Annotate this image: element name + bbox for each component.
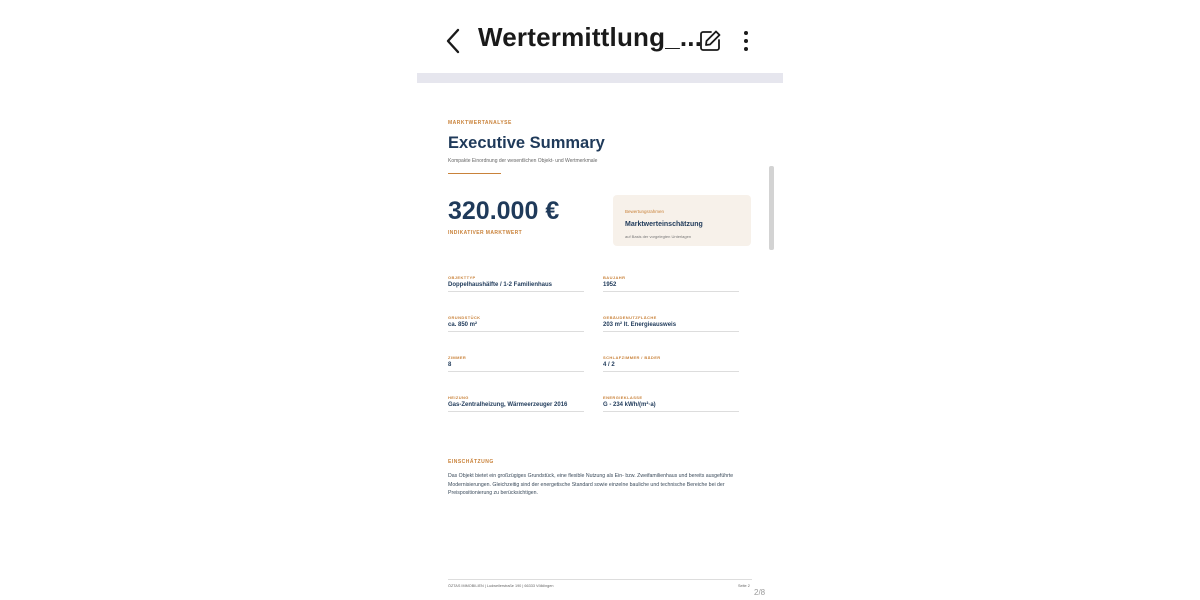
valuation-card	[613, 195, 751, 246]
field-divider	[603, 411, 739, 412]
market-value-label: INDIKATIVER MARKTWERT	[448, 230, 523, 236]
more-vertical-icon	[736, 29, 756, 53]
field-value-energieklasse: G - 234 kWh/(m²·a)	[603, 402, 656, 408]
field-value-grundstueck: ca. 850 m²	[448, 322, 478, 328]
field-label-grundstueck: GRUNDSTÜCK	[448, 315, 481, 320]
field-label-energieklasse: ENERGIEKLASSE	[603, 395, 643, 400]
field-label-zimmer: ZIMMER	[448, 355, 467, 360]
field-label-schlafzimmer: SCHLAFZIMMER / BÄDER	[603, 355, 661, 360]
footer-page-number: Seite 2	[738, 584, 750, 588]
section-label: MARKTWERTANALYSE	[448, 120, 512, 126]
field-label-nutzflaeche: GEBÄUDENUTZFLÄCHE	[603, 315, 657, 320]
field-value-zimmer: 8	[448, 362, 452, 368]
page-heading: Executive Summary	[448, 134, 605, 152]
document-title: Wertermittlung_...	[478, 22, 703, 52]
field-value-nutzflaeche: 203 m² lt. Energieausweis	[603, 322, 677, 328]
back-button[interactable]	[443, 27, 465, 55]
edit-button[interactable]	[698, 29, 722, 53]
footer-divider	[448, 579, 752, 580]
assessment-text: Das Objekt bietet ein großzügiges Grundstück, eine flexible Nutzung als Ein- bzw. Zweifamilienhaus und bereits ausgeführte Modernisierungen. Gleichzeitig sind der energetische Standard sowie einzelne bauliche und technische Bereiche bei der Preispositionierung zu berücksichtigen.	[448, 473, 734, 496]
field-value-objekttyp: Doppelhaushälfte / 1-2 Familienhaus	[448, 282, 553, 288]
field-label-baujahr: BAUJAHR	[603, 275, 626, 280]
card-label: Bewertungsrahmen	[625, 209, 665, 214]
field-divider	[603, 331, 739, 332]
assessment-label: EINSCHÄTZUNG	[448, 459, 494, 465]
page-subheading: Kompakte Einordnung der wesentlichen Objekt- und Wertmerkmale	[448, 158, 598, 164]
field-label-objekttyp: OBJEKTTYP	[448, 275, 476, 280]
accent-divider	[448, 173, 501, 174]
page-indicator: 2/8	[754, 588, 766, 597]
card-title: Marktwerteinschätzung	[625, 221, 703, 228]
field-value-schlafzimmer: 4 / 2	[603, 362, 615, 368]
field-divider	[603, 291, 739, 292]
more-options-button[interactable]	[736, 29, 756, 53]
edit-icon	[698, 29, 722, 53]
field-divider	[448, 331, 584, 332]
footer-address: ÖZTAS IMMOBILIEN | Ludweilerstraße 190 | 66333 Völklingen	[448, 584, 554, 588]
field-divider	[448, 371, 584, 372]
page-separator	[417, 73, 783, 83]
market-value: 320.000 €	[448, 197, 560, 225]
field-value-baujahr: 1952	[603, 282, 617, 288]
scrollbar-thumb[interactable]	[769, 166, 774, 250]
field-label-heizung: HEIZUNG	[448, 395, 469, 400]
field-divider	[448, 411, 584, 412]
field-divider	[603, 371, 739, 372]
field-value-heizung: Gas-Zentralheizung, Wärmeerzeuger 2016	[448, 402, 568, 408]
card-subtitle: auf Basis der vorgelegten Unterlagen	[625, 234, 692, 239]
chevron-left-icon	[443, 27, 465, 55]
field-divider	[448, 291, 584, 292]
